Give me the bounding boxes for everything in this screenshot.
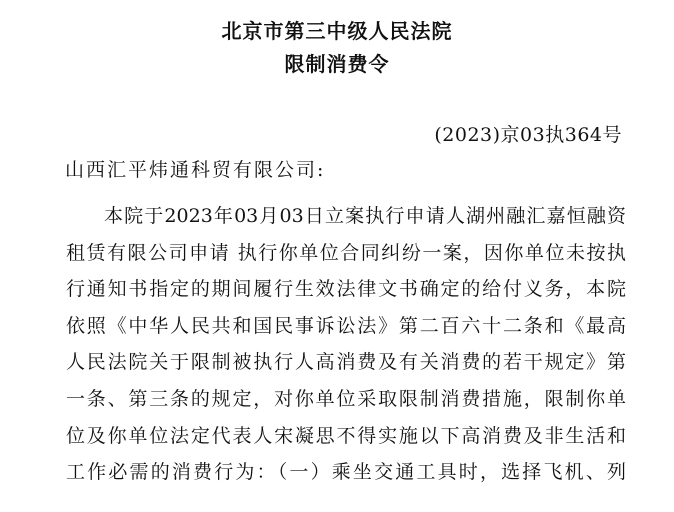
body-line: 租赁有限公司申请 执行你单位合同纠纷一案，因你单位未按执	[66, 241, 626, 264]
body-line: 工作必需的消费行为：（一）乘坐交通工具时，选择飞机、列	[66, 461, 626, 484]
body-line: 人民法院关于限制被执行人高消费及有关消费的若干规定》第	[66, 351, 626, 374]
body-line: 本院于2023年03月03日立案执行申请人湖州融汇嘉恒融资	[104, 205, 626, 227]
body-line: 位及你单位法定代表人宋凝思不得实施以下高消费及非生活和	[66, 424, 626, 447]
case-number: (2023)京03执364号	[434, 124, 622, 146]
addressee: 山西汇平炜通科贸有限公司:	[65, 159, 326, 181]
body-line: 行通知书指定的期间履行生效法律文书确定的给付义务，本院	[66, 278, 626, 301]
document-title: 限制消费令	[284, 52, 390, 76]
body-line: 一条、第三条的规定，对你单位采取限制消费措施，限制你单	[66, 387, 626, 410]
body-paragraph	[66, 198, 626, 491]
court-name: 北京市第三中级人民法院	[221, 19, 453, 43]
body-line: 依照《中华人民共和国民事诉讼法》第二百六十二条和《最高	[66, 314, 626, 337]
